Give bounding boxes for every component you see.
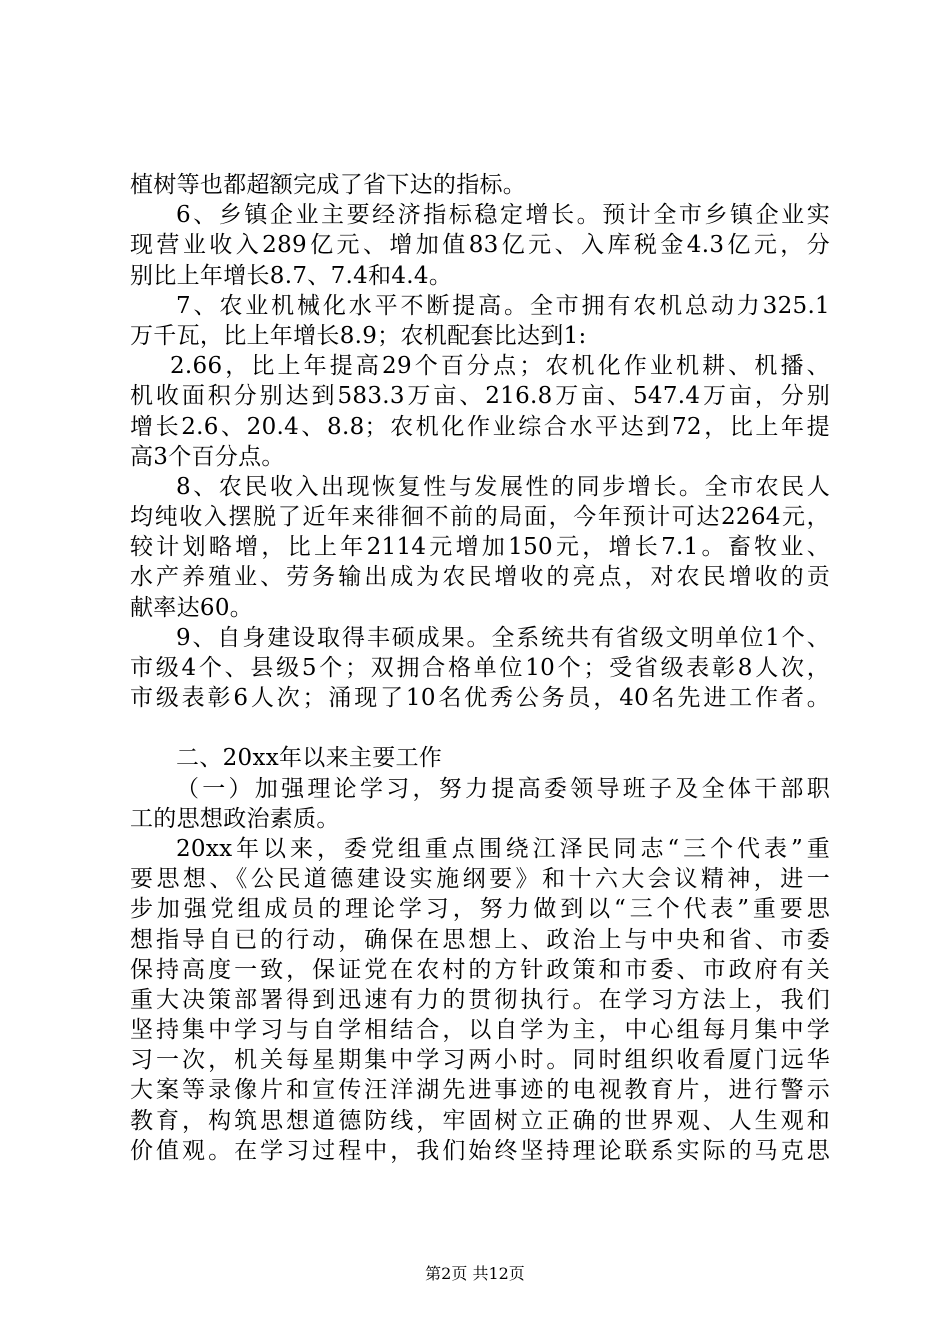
text-line: 步加强党组成员的理论学习，努力做到以“三个代表”重要思 — [130, 896, 830, 923]
subsection-heading: （一）加强理论学习，努力提高委领导班子及全体干部职 — [176, 775, 830, 802]
text-line: 大案等录像片和宣传汪洋湖先进事迹的电视教育片，进行警示 — [130, 1077, 830, 1104]
document-body — [130, 170, 830, 1166]
text-line: 市级表彰6人次；涌现了10名优秀公务员，40名先进工作者。 — [130, 685, 830, 712]
page-indicator: 第2页 共12页 — [425, 1264, 525, 1283]
text-line: 习一次，机关每星期集中学习两小时。同时组织收看厦门远华 — [130, 1047, 830, 1074]
text-line: 机收面积分别达到583.3万亩、216.8万亩、547.4万亩，分别 — [130, 383, 830, 410]
text-line: 2.66，比上年提高29个百分点；农机化作业机耕、机播、 — [170, 353, 830, 380]
text-line: 保持高度一致，保证党在农村的方针政策和市委、市政府有关 — [130, 956, 830, 983]
text-line: 植树等也都超额完成了省下达的指标。 — [130, 172, 527, 198]
text-line: 万千瓦，比上年增长8.9；农机配套比达到1: — [130, 322, 587, 349]
text-line: 教育，构筑思想道德防线，牢固树立正确的世界观、人生观和 — [130, 1107, 830, 1134]
text-line: 现营业收入289亿元、增加值83亿元、入库税金4.3亿元，分 — [130, 232, 830, 259]
text-line: 要思想、《公民道德建设实施纲要》和十六大会议精神，进一 — [130, 866, 830, 893]
text-line: 水产养殖业、劳务输出成为农民增收的亮点，对农民增收的贡 — [130, 564, 830, 591]
text-line: 市级4个、县级5个；双拥合格单位10个；受省级表彰8人次， — [130, 655, 830, 681]
text-line: 均纯收入摆脱了近年来徘徊不前的局面，今年预计可达2264元， — [130, 504, 830, 531]
paragraph-8-heading: 8、农民收入出现恢复性与发展性的同步增长。全市农民人 — [176, 473, 830, 500]
text-line: 高3个百分点。 — [130, 443, 285, 470]
text-line: 增长2.6、20.4、8.8；农机化作业综合水平达到72，比上年提 — [130, 413, 830, 440]
paragraph-7-heading: 7、农业机械化水平不断提高。全市拥有农机总动力325.1 — [176, 292, 830, 319]
text-line: 20xx年以来，委党组重点围绕江泽民同志“三个代表”重 — [176, 835, 830, 862]
text-line: 别比上年增长8.7、7.4和4.4。 — [130, 262, 453, 289]
text-line: 较计划略增，比上年2114元增加150元，增长7.1。畜牧业、 — [130, 534, 830, 561]
paragraph-6-heading: 6、乡镇企业主要经济指标稳定增长。预计全市乡镇企业实 — [176, 202, 830, 229]
text-line: 重大决策部署得到迅速有力的贯彻执行。在学习方法上，我们 — [130, 986, 830, 1013]
text-line: 献率达60。 — [130, 594, 254, 621]
text-line: 坚持集中学习与自学相结合，以自学为主，中心组每月集中学 — [130, 1017, 830, 1044]
section-heading: 二、20xx年以来主要工作 — [176, 745, 443, 772]
text-line: 价值观。在学习过程中，我们始终坚持理论联系实际的马克思 — [130, 1137, 830, 1164]
text-line: 想指导自已的行动，确保在思想上、政治上与中央和省、市委 — [130, 926, 830, 953]
paragraph-9-heading: 9、自身建设取得丰硕成果。全系统共有省级文明单位1个、 — [176, 624, 830, 651]
section-gap — [130, 713, 830, 743]
text-line: 工的思想政治素质。 — [130, 805, 340, 832]
